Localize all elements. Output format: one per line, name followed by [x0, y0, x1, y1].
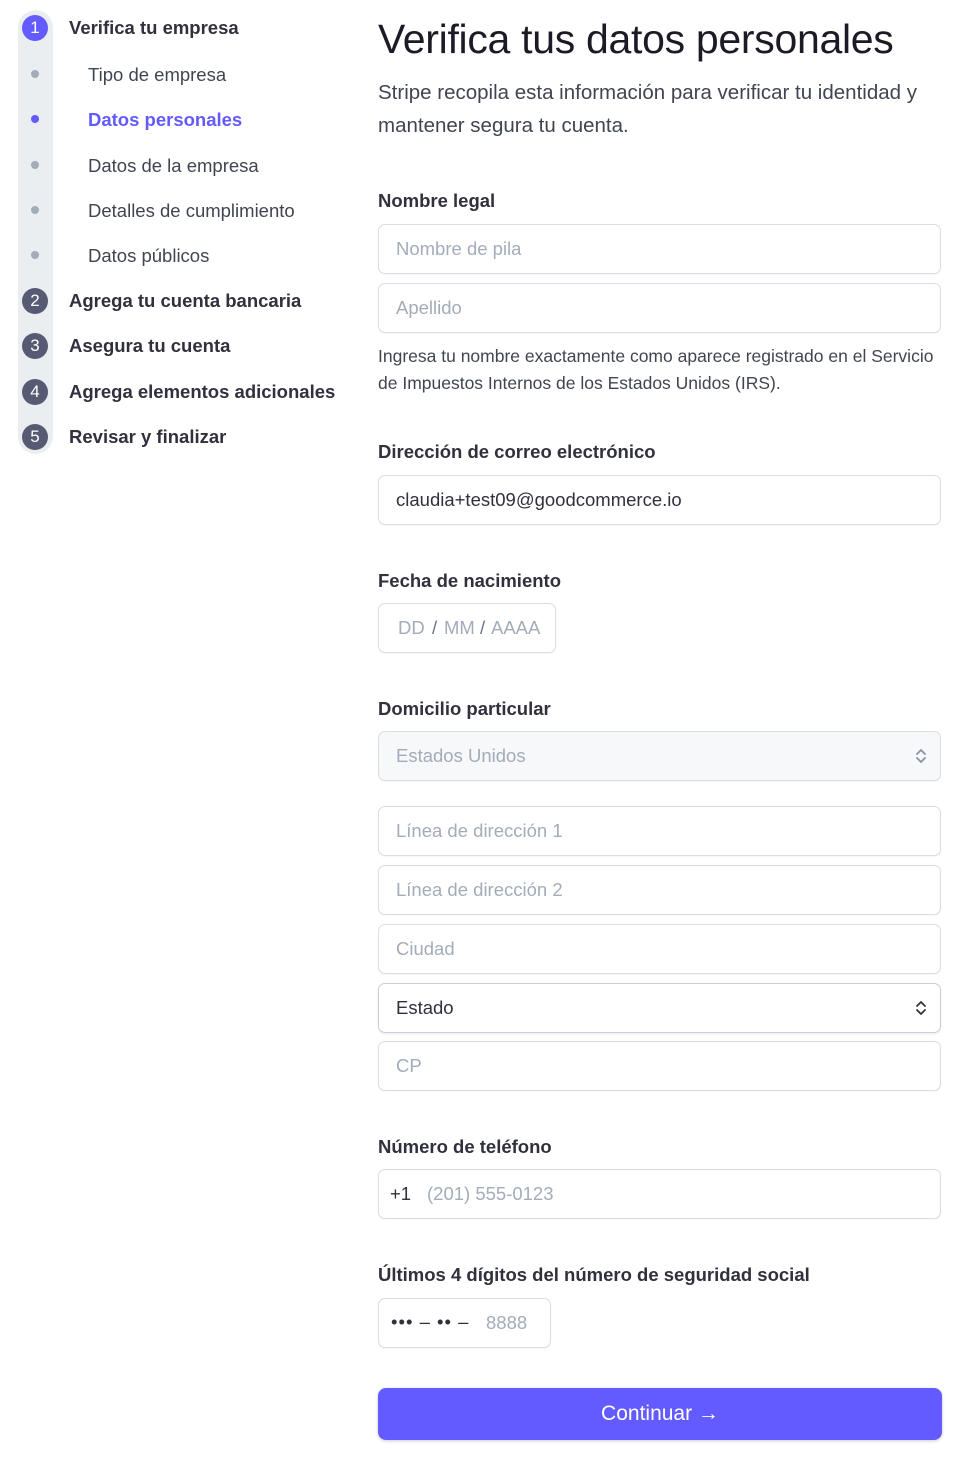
state-select[interactable] [378, 983, 941, 1033]
chevron-up-down-icon [914, 746, 928, 766]
continue-label: Continuar → [601, 1402, 719, 1425]
phone-label: Número de teléfono [378, 1136, 552, 1157]
substep-dot [31, 161, 39, 169]
dob-separator: / [432, 617, 438, 638]
phone-placeholder: (201) 555-0123 [427, 1183, 554, 1204]
continue-button[interactable] [378, 1388, 942, 1440]
ssn-last4-input[interactable] [378, 1298, 551, 1348]
step-secure-account[interactable] [0, 331, 360, 361]
substep-label: Tipo de empresa [88, 64, 227, 85]
legal-name-label: Nombre legal [378, 190, 496, 211]
ssn-mask: ••• – •• – [391, 1311, 470, 1332]
step-add-bank-account[interactable] [0, 286, 360, 316]
email-label: Dirección de correo electrónico [378, 441, 656, 462]
phone-country-code: +1 [390, 1183, 412, 1204]
personal-details-form [378, 0, 942, 1482]
substep-business-details[interactable] [0, 150, 360, 180]
substep-business-type[interactable] [0, 59, 360, 89]
last-name-input[interactable] [378, 283, 941, 333]
legal-name-help: Ingresa tu nombre exactamente como aparece registrado en el Servicio de Impuestos Internos de los Estados Unidos (IRS). [378, 346, 934, 393]
step-label: Verifica tu empresa [69, 17, 239, 38]
ssn-placeholder: 8888 [486, 1312, 528, 1333]
step-number-badge: 5 [22, 424, 48, 450]
step-number-badge: 1 [22, 15, 48, 41]
step-number-badge: 3 [22, 333, 48, 359]
first-name-input[interactable] [378, 224, 941, 274]
substep-label: Detalles de cumplimiento [88, 200, 295, 221]
step-verify-business[interactable] [0, 13, 360, 43]
substep-dot-active [31, 115, 39, 123]
substep-dot [31, 206, 39, 214]
email-value: claudia+test09@goodcommerce.io [396, 489, 682, 510]
step-number-badge: 2 [22, 288, 48, 314]
address-line2-input[interactable] [378, 865, 941, 915]
step-add-extras[interactable] [0, 377, 360, 407]
substep-label: Datos públicos [88, 245, 210, 266]
address-line2-placeholder: Línea de dirección 2 [396, 879, 563, 900]
page-subtitle: Stripe recopila esta información para verificar tu identidad y mantener segura tu cuenta. [378, 81, 917, 137]
address-line1-input[interactable] [378, 806, 941, 856]
zip-input[interactable] [378, 1041, 941, 1091]
substep-compliance-details[interactable] [0, 195, 360, 225]
email-field[interactable] [378, 475, 941, 525]
country-select[interactable] [378, 731, 941, 781]
phone-input[interactable] [378, 1169, 941, 1219]
dob-separator: / [480, 617, 486, 638]
dob-label: Fecha de nacimiento [378, 570, 561, 591]
onboarding-sidebar [0, 0, 360, 470]
city-input[interactable] [378, 924, 941, 974]
address-label: Domicilio particular [378, 698, 551, 719]
substep-personal-details[interactable] [0, 104, 360, 134]
chevron-up-down-icon [914, 998, 928, 1018]
step-label: Agrega tu cuenta bancaria [69, 290, 302, 311]
dob-input[interactable] [378, 603, 556, 653]
address-line1-placeholder: Línea de dirección 1 [396, 820, 563, 841]
substep-label-active: Datos personales [88, 109, 243, 130]
step-label: Asegura tu cuenta [69, 335, 231, 356]
step-number-badge: 4 [22, 379, 48, 405]
country-value: Estados Unidos [396, 745, 526, 766]
zip-placeholder: CP [396, 1055, 422, 1076]
dob-month: MM [444, 617, 475, 638]
page-title: Verifica tus datos personales [378, 16, 894, 62]
first-name-placeholder: Nombre de pila [396, 238, 522, 259]
dob-day: DD [398, 617, 425, 638]
last-name-placeholder: Apellido [396, 297, 462, 318]
ssn-label: Últimos 4 dígitos del número de seguridad social [378, 1264, 810, 1285]
substep-dot [31, 70, 39, 78]
step-label: Agrega elementos adicionales [69, 381, 336, 402]
substep-label: Datos de la empresa [88, 155, 259, 176]
state-value: Estado [396, 997, 454, 1018]
city-placeholder: Ciudad [396, 938, 455, 959]
dob-year: AAAA [491, 617, 541, 638]
step-review-finish[interactable] [0, 422, 360, 452]
substep-public-details[interactable] [0, 240, 360, 270]
step-label: Revisar y finalizar [69, 426, 227, 447]
substep-dot [31, 251, 39, 259]
